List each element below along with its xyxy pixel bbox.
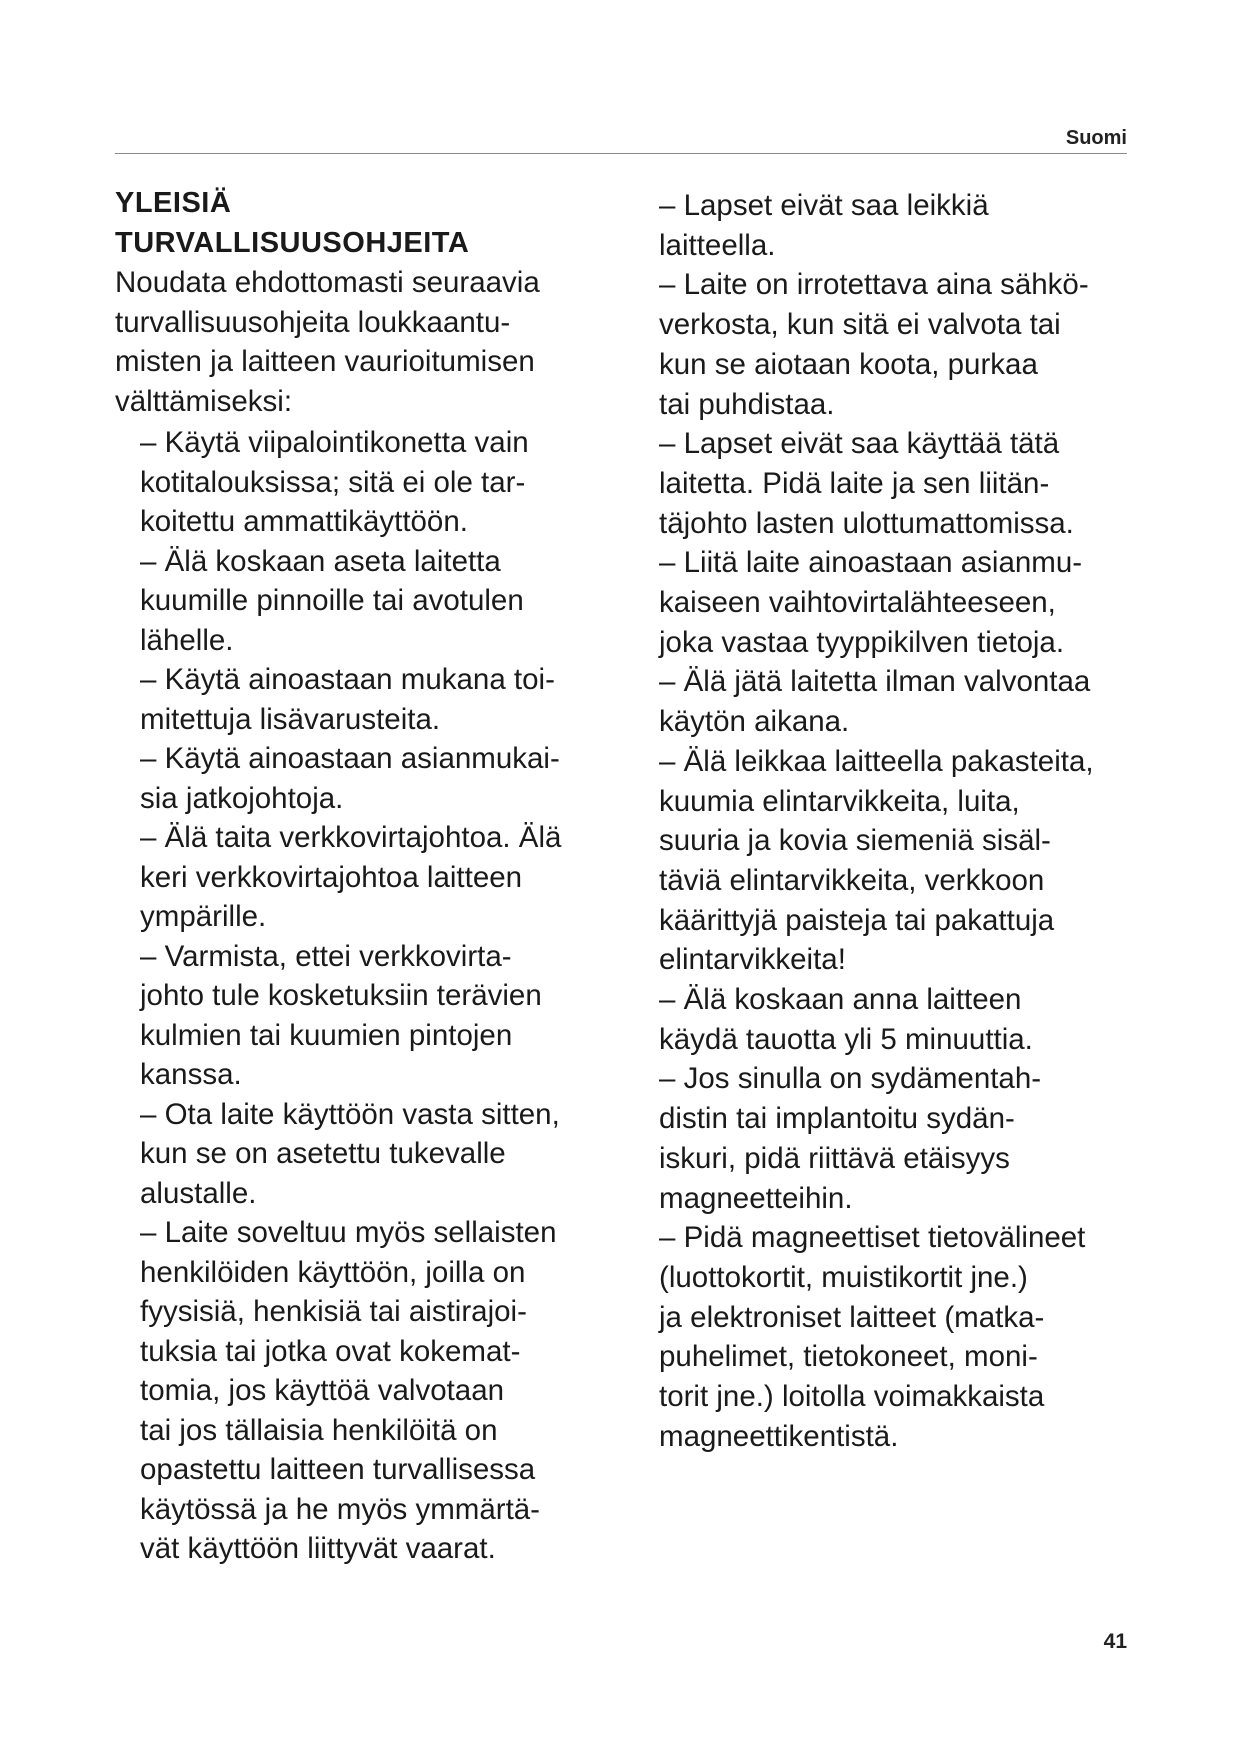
item-line: – Käytä ainoastaan asianmukai- <box>140 742 560 775</box>
item-line: vät käyttöön liittyvät vaarat. <box>140 1532 496 1565</box>
page-number: 41 <box>1103 1630 1127 1653</box>
item-line: – Laite soveltuu myös sellaisten <box>140 1216 557 1249</box>
left-safety-list <box>140 423 635 1569</box>
item-line: – Käytä viipalointikonetta vain <box>140 426 529 459</box>
item-line: – Käytä ainoastaan mukana toi- <box>140 663 555 696</box>
section-heading <box>115 183 635 263</box>
left-column <box>115 183 635 1569</box>
item-line: kun se on asetettu tukevalle <box>140 1137 506 1170</box>
safety-item <box>659 742 1159 980</box>
item-line: kotitalouksissa; sitä ei ole tar- <box>140 465 526 499</box>
item-line: keri verkkovirtajohtoa laitteen <box>140 860 523 894</box>
item-line: käärittyjä paisteja tai pakattuja <box>659 903 1055 937</box>
safety-item <box>659 543 1159 662</box>
intro-paragraph <box>115 263 635 421</box>
item-line: – Lapset eivät saa käyttää tätä <box>659 427 1060 461</box>
item-line: lähelle. <box>140 623 234 657</box>
safety-item <box>140 818 635 937</box>
item-line: tai jos tällaisia henkilöitä on <box>140 1413 498 1447</box>
item-line: magneetteihin. <box>659 1181 853 1215</box>
item-line: joka vastaa tyyppikilven tietoja. <box>659 625 1065 659</box>
safety-item <box>140 937 635 1095</box>
safety-item <box>140 1213 635 1569</box>
item-line: – Älä jätä laitetta ilman valvontaa <box>659 665 1091 699</box>
item-line: tuksia tai jotka ovat kokemat- <box>140 1334 521 1368</box>
item-line: käydä tauotta yli 5 minuuttia. <box>659 1022 1033 1056</box>
item-line: kun se aiotaan koota, purkaa <box>659 347 1038 381</box>
item-line: – Älä koskaan aseta laitetta <box>140 544 501 578</box>
intro-line: Noudata ehdottomasti seuraavia <box>115 266 540 299</box>
heading-line: TURVALLISUUSOHJEITA <box>115 227 470 259</box>
item-line: – Älä koskaan anna laitteen <box>659 983 1022 1017</box>
heading-line: YLEISIÄ <box>115 187 232 219</box>
item-line: distin tai implantoitu sydän- <box>659 1102 1015 1136</box>
item-line: koitettu ammattikäyttöön. <box>140 505 468 538</box>
item-line: – Pidä magneettiset tietovälineet <box>659 1221 1086 1255</box>
item-line: käytön aikana. <box>659 705 850 739</box>
item-line: alustalle. <box>140 1176 257 1210</box>
item-line: tomia, jos käyttöä valvotaan <box>140 1374 505 1407</box>
item-line: kanssa. <box>140 1058 242 1091</box>
safety-item <box>140 423 635 542</box>
item-line: – Lapset eivät saa leikkiä <box>659 189 989 222</box>
safety-item <box>659 662 1159 741</box>
item-line: johto tule kosketuksiin terävien <box>140 979 542 1012</box>
item-line: (luottokortit, muistikortit jne.) <box>659 1260 1028 1294</box>
safety-item <box>659 1059 1159 1218</box>
safety-item <box>140 1095 635 1214</box>
item-line: tai puhdistaa. <box>659 387 835 421</box>
item-line: kaiseen vaihtovirtalähteeseen, <box>659 586 1056 620</box>
safety-item <box>140 542 635 661</box>
item-line: – Laite on irrotettava aina sähkö- <box>659 268 1089 302</box>
safety-item <box>659 424 1159 543</box>
item-line: ympärille. <box>140 900 267 933</box>
item-line: kulmien tai kuumien pintojen <box>140 1018 513 1052</box>
header-language-label: Suomi <box>1065 127 1127 149</box>
item-line: opastettu laitteen turvallisessa <box>140 1453 536 1486</box>
intro-line: välttämiseksi: <box>115 384 293 418</box>
item-line: – Jos sinulla on sydämentah- <box>659 1062 1042 1096</box>
item-line: kuumille pinnoille tai avotulen <box>140 584 524 617</box>
header-divider <box>115 153 1127 154</box>
intro-line: misten ja laitteen vaurioitumisen <box>115 345 535 378</box>
safety-item <box>659 265 1159 424</box>
item-line: – Liitä laite ainoastaan asianmu- <box>659 546 1083 580</box>
item-line: mitettuja lisävarusteita. <box>140 702 441 736</box>
item-line: – Varmista, ettei verkkovirta- <box>140 939 512 973</box>
right-column <box>659 186 1159 1457</box>
item-line: suuria ja kovia siemeniä sisäl- <box>659 824 1051 858</box>
item-line: iskuri, pidä riittävä etäisyys <box>659 1141 1010 1175</box>
safety-item <box>659 1218 1159 1456</box>
item-line: täviä elintarvikkeita, verkkoon <box>659 863 1045 897</box>
item-line: – Älä taita verkkovirtajohtoa. Älä <box>140 821 562 854</box>
item-line: puhelimet, tietokoneet, moni- <box>659 1340 1038 1374</box>
safety-item <box>659 980 1159 1059</box>
safety-item <box>140 660 635 739</box>
safety-item <box>659 186 1159 265</box>
item-line: sia jatkojohtoja. <box>140 781 344 815</box>
item-line: laitteella. <box>659 228 776 262</box>
item-line: magneettikentistä. <box>659 1419 899 1453</box>
item-line: laitetta. Pidä laite ja sen liitän- <box>659 466 1050 500</box>
item-line: fyysisiä, henkisiä tai aistirajoi- <box>140 1295 527 1328</box>
item-line: ja elektroniset laitteet (matka- <box>659 1300 1045 1334</box>
item-line: elintarvikkeita! <box>659 943 846 977</box>
item-line: täjohto lasten ulottumattomissa. <box>659 506 1074 540</box>
intro-line: turvallisuusohjeita loukkaantu- <box>115 305 511 339</box>
item-line: verkosta, kun sitä ei valvota tai <box>659 308 1061 342</box>
right-safety-list <box>659 186 1159 1457</box>
item-line: kuumia elintarvikkeita, luita, <box>659 784 1020 818</box>
item-line: torit jne.) loitolla voimakkaista <box>659 1380 1045 1414</box>
item-line: henkilöiden käyttöön, joilla on <box>140 1255 526 1289</box>
item-line: – Ota laite käyttöön vasta sitten, <box>140 1097 560 1131</box>
safety-item <box>140 739 635 818</box>
item-line: – Älä leikkaa laitteella pakasteita, <box>659 744 1094 778</box>
item-line: käytössä ja he myös ymmärtä- <box>140 1492 541 1526</box>
